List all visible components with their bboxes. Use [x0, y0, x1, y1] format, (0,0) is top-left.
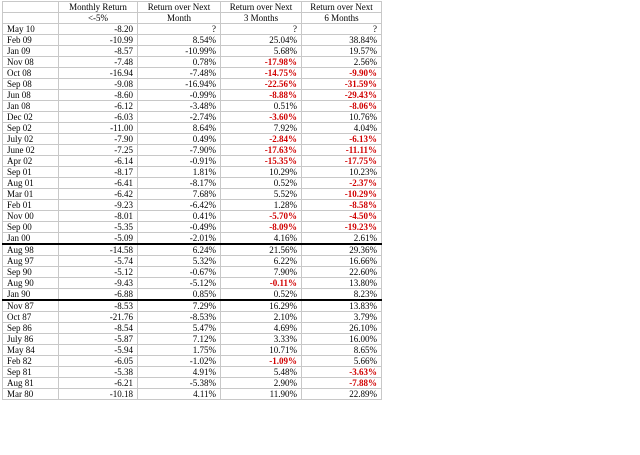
table-row	[3, 323, 382, 334]
next-3-months-return-cell: 11.90%	[221, 389, 302, 400]
table-row	[3, 156, 382, 167]
next-3-months-return-cell: -8.88%	[221, 90, 302, 101]
date-cell: Sep 90	[3, 267, 59, 278]
table-row	[3, 79, 382, 90]
monthly-return-cell: -21.76	[59, 312, 138, 323]
monthly-return-cell: -6.88	[59, 289, 138, 301]
date-cell: Nov 00	[3, 211, 59, 222]
date-cell: Mar 80	[3, 389, 59, 400]
returns-table	[2, 1, 382, 400]
date-cell: May 10	[3, 24, 59, 35]
next-6-months-return-cell: 8.23%	[302, 289, 382, 301]
date-cell: Jan 90	[3, 289, 59, 301]
next-month-return-cell: -5.12%	[138, 278, 221, 289]
date-cell: Jan 08	[3, 101, 59, 112]
next-3-months-return-cell: 4.69%	[221, 323, 302, 334]
next-month-return-cell: -7.90%	[138, 145, 221, 156]
next-3-months-return-cell: 7.92%	[221, 123, 302, 134]
next-month-return-cell: -3.48%	[138, 101, 221, 112]
table-row	[3, 68, 382, 79]
next-6-months-return-cell: 19.57%	[302, 46, 382, 57]
table-row	[3, 267, 382, 278]
table-row	[3, 300, 382, 312]
next-3-months-return-cell: ?	[221, 24, 302, 35]
table-row	[3, 145, 382, 156]
table-row	[3, 367, 382, 378]
table-row	[3, 289, 382, 301]
next-6-months-return-cell: 13.83%	[302, 300, 382, 312]
header-3-months-label: 3 Months	[221, 13, 302, 24]
next-6-months-return-cell: 4.04%	[302, 123, 382, 134]
next-6-months-return-cell: 5.66%	[302, 356, 382, 367]
next-6-months-return-cell: -9.90%	[302, 68, 382, 79]
header-row-1	[3, 2, 382, 13]
next-6-months-return-cell: -7.88%	[302, 378, 382, 389]
monthly-return-cell: -5.12	[59, 267, 138, 278]
monthly-return-cell: -6.42	[59, 189, 138, 200]
table-row	[3, 123, 382, 134]
next-3-months-return-cell: 5.52%	[221, 189, 302, 200]
next-6-months-return-cell: 38.84%	[302, 35, 382, 46]
date-cell: Sep 86	[3, 323, 59, 334]
monthly-return-cell: -8.60	[59, 90, 138, 101]
table-row	[3, 278, 382, 289]
monthly-return-cell: -7.25	[59, 145, 138, 156]
next-6-months-return-cell: -8.06%	[302, 101, 382, 112]
next-3-months-return-cell: 5.68%	[221, 46, 302, 57]
next-6-months-return-cell: -3.63%	[302, 367, 382, 378]
table-row	[3, 356, 382, 367]
monthly-return-cell: -5.38	[59, 367, 138, 378]
table-row	[3, 189, 382, 200]
table-row	[3, 46, 382, 57]
table-row	[3, 167, 382, 178]
next-3-months-return-cell: 6.22%	[221, 256, 302, 267]
next-6-months-return-cell: 22.60%	[302, 267, 382, 278]
next-3-months-return-cell: 21.56%	[221, 244, 302, 256]
monthly-return-cell: -6.21	[59, 378, 138, 389]
date-cell: Sep 01	[3, 167, 59, 178]
date-cell: Aug 90	[3, 278, 59, 289]
monthly-return-cell: -8.54	[59, 323, 138, 334]
date-cell: Oct 87	[3, 312, 59, 323]
next-month-return-cell: -0.67%	[138, 267, 221, 278]
next-month-return-cell: -8.17%	[138, 178, 221, 189]
monthly-return-cell: -6.12	[59, 101, 138, 112]
next-month-return-cell: 0.49%	[138, 134, 221, 145]
table-row	[3, 256, 382, 267]
next-3-months-return-cell: 1.28%	[221, 200, 302, 211]
table-row	[3, 244, 382, 256]
monthly-return-cell: -6.14	[59, 156, 138, 167]
next-6-months-return-cell: 8.65%	[302, 345, 382, 356]
header-date-cell	[3, 2, 59, 13]
next-3-months-return-cell: 3.33%	[221, 334, 302, 345]
table-row	[3, 90, 382, 101]
monthly-return-cell: -6.41	[59, 178, 138, 189]
next-3-months-return-cell: 10.71%	[221, 345, 302, 356]
next-month-return-cell: 0.85%	[138, 289, 221, 301]
date-cell: Jan 09	[3, 46, 59, 57]
next-6-months-return-cell: 10.23%	[302, 167, 382, 178]
next-month-return-cell: -5.38%	[138, 378, 221, 389]
next-3-months-return-cell: 4.16%	[221, 233, 302, 245]
next-3-months-return-cell: -5.70%	[221, 211, 302, 222]
next-month-return-cell: 8.64%	[138, 123, 221, 134]
next-6-months-return-cell: ?	[302, 24, 382, 35]
next-3-months-return-cell: -14.75%	[221, 68, 302, 79]
table-row	[3, 233, 382, 245]
date-cell: June 02	[3, 145, 59, 156]
next-6-months-return-cell: 29.36%	[302, 244, 382, 256]
next-6-months-return-cell: -31.59%	[302, 79, 382, 90]
next-month-return-cell: 4.11%	[138, 389, 221, 400]
date-cell: Apr 02	[3, 156, 59, 167]
date-cell: Feb 01	[3, 200, 59, 211]
monthly-return-cell: -9.08	[59, 79, 138, 90]
date-cell: Sep 08	[3, 79, 59, 90]
next-6-months-return-cell: -17.75%	[302, 156, 382, 167]
date-cell: Aug 98	[3, 244, 59, 256]
next-3-months-return-cell: -15.35%	[221, 156, 302, 167]
next-3-months-return-cell: 10.29%	[221, 167, 302, 178]
next-month-return-cell: 8.54%	[138, 35, 221, 46]
date-cell: Dec 02	[3, 112, 59, 123]
header-date-cell-2	[3, 13, 59, 24]
header-next-month: Return over Next	[138, 2, 221, 13]
next-3-months-return-cell: -1.09%	[221, 356, 302, 367]
table-row	[3, 200, 382, 211]
header-next-3-months: Return over Next	[221, 2, 302, 13]
monthly-return-cell: -5.87	[59, 334, 138, 345]
monthly-return-cell: -5.74	[59, 256, 138, 267]
header-monthly-return: Monthly Return	[59, 2, 138, 13]
monthly-return-cell: -11.00	[59, 123, 138, 134]
next-month-return-cell: -16.94%	[138, 79, 221, 90]
next-month-return-cell: 5.32%	[138, 256, 221, 267]
next-month-return-cell: -0.91%	[138, 156, 221, 167]
monthly-return-cell: -9.23	[59, 200, 138, 211]
monthly-return-cell: -10.99	[59, 35, 138, 46]
date-cell: Feb 82	[3, 356, 59, 367]
next-3-months-return-cell: -2.84%	[221, 134, 302, 145]
next-3-months-return-cell: 2.90%	[221, 378, 302, 389]
next-3-months-return-cell: 25.04%	[221, 35, 302, 46]
next-3-months-return-cell: 2.10%	[221, 312, 302, 323]
date-cell: Sep 02	[3, 123, 59, 134]
table-row	[3, 35, 382, 46]
next-6-months-return-cell: 10.76%	[302, 112, 382, 123]
table-row	[3, 389, 382, 400]
date-cell: Sep 81	[3, 367, 59, 378]
next-month-return-cell: -10.99%	[138, 46, 221, 57]
date-cell: Nov 08	[3, 57, 59, 68]
next-6-months-return-cell: 2.61%	[302, 233, 382, 245]
date-cell: Jun 08	[3, 90, 59, 101]
next-3-months-return-cell: -0.11%	[221, 278, 302, 289]
date-cell: May 84	[3, 345, 59, 356]
next-month-return-cell: 4.91%	[138, 367, 221, 378]
date-cell: Aug 97	[3, 256, 59, 267]
table-row	[3, 57, 382, 68]
table-row	[3, 334, 382, 345]
next-6-months-return-cell: 2.56%	[302, 57, 382, 68]
next-month-return-cell: -0.99%	[138, 90, 221, 101]
next-3-months-return-cell: 0.52%	[221, 289, 302, 301]
next-3-months-return-cell: -3.60%	[221, 112, 302, 123]
date-cell: Aug 01	[3, 178, 59, 189]
next-6-months-return-cell: 13.80%	[302, 278, 382, 289]
header-6-months-label: 6 Months	[302, 13, 382, 24]
monthly-return-cell: -6.03	[59, 112, 138, 123]
table-row	[3, 222, 382, 233]
next-month-return-cell: 5.47%	[138, 323, 221, 334]
next-month-return-cell: 0.41%	[138, 211, 221, 222]
next-month-return-cell: 1.75%	[138, 345, 221, 356]
date-cell: Jan 00	[3, 233, 59, 245]
monthly-return-cell: -8.17	[59, 167, 138, 178]
next-month-return-cell: -2.74%	[138, 112, 221, 123]
next-6-months-return-cell: 16.66%	[302, 256, 382, 267]
monthly-return-cell: -9.43	[59, 278, 138, 289]
next-month-return-cell: 6.24%	[138, 244, 221, 256]
monthly-return-cell: -8.57	[59, 46, 138, 57]
next-3-months-return-cell: -8.09%	[221, 222, 302, 233]
monthly-return-cell: -8.01	[59, 211, 138, 222]
date-cell: July 02	[3, 134, 59, 145]
next-month-return-cell: -1.02%	[138, 356, 221, 367]
next-6-months-return-cell: -6.13%	[302, 134, 382, 145]
monthly-return-cell: -5.09	[59, 233, 138, 245]
header-row-2	[3, 13, 382, 24]
date-cell: Aug 81	[3, 378, 59, 389]
date-cell: Nov 87	[3, 300, 59, 312]
next-6-months-return-cell: -11.11%	[302, 145, 382, 156]
header-month-label: Month	[138, 13, 221, 24]
table-row	[3, 101, 382, 112]
next-3-months-return-cell: -22.56%	[221, 79, 302, 90]
monthly-return-cell: -6.05	[59, 356, 138, 367]
header-next-6-months: Return over Next	[302, 2, 382, 13]
next-6-months-return-cell: -4.50%	[302, 211, 382, 222]
table-row	[3, 211, 382, 222]
monthly-return-cell: -7.48	[59, 57, 138, 68]
header-monthly-threshold: <-5%	[59, 13, 138, 24]
next-6-months-return-cell: -19.23%	[302, 222, 382, 233]
monthly-return-cell: -7.90	[59, 134, 138, 145]
date-cell: Feb 09	[3, 35, 59, 46]
monthly-return-cell: -16.94	[59, 68, 138, 79]
monthly-return-cell: -8.20	[59, 24, 138, 35]
monthly-return-cell: -14.58	[59, 244, 138, 256]
next-month-return-cell: 0.78%	[138, 57, 221, 68]
monthly-return-cell: -8.53	[59, 300, 138, 312]
date-cell: Mar 01	[3, 189, 59, 200]
next-month-return-cell: -2.01%	[138, 233, 221, 245]
next-3-months-return-cell: 0.52%	[221, 178, 302, 189]
table-row	[3, 112, 382, 123]
table-row	[3, 178, 382, 189]
next-3-months-return-cell: 5.48%	[221, 367, 302, 378]
next-month-return-cell: -7.48%	[138, 68, 221, 79]
monthly-return-cell: -10.18	[59, 389, 138, 400]
monthly-return-cell: -5.94	[59, 345, 138, 356]
next-6-months-return-cell: 16.00%	[302, 334, 382, 345]
table-row	[3, 378, 382, 389]
date-cell: July 86	[3, 334, 59, 345]
next-6-months-return-cell: 22.89%	[302, 389, 382, 400]
next-6-months-return-cell: -29.43%	[302, 90, 382, 101]
next-6-months-return-cell: -2.37%	[302, 178, 382, 189]
table-row	[3, 134, 382, 145]
next-month-return-cell: 7.29%	[138, 300, 221, 312]
next-6-months-return-cell: 26.10%	[302, 323, 382, 334]
next-month-return-cell: -8.53%	[138, 312, 221, 323]
next-month-return-cell: -0.49%	[138, 222, 221, 233]
next-6-months-return-cell: -8.58%	[302, 200, 382, 211]
table-row	[3, 312, 382, 323]
next-6-months-return-cell: 3.79%	[302, 312, 382, 323]
next-3-months-return-cell: -17.63%	[221, 145, 302, 156]
next-3-months-return-cell: 16.29%	[221, 300, 302, 312]
date-cell: Oct 08	[3, 68, 59, 79]
next-3-months-return-cell: 7.90%	[221, 267, 302, 278]
next-6-months-return-cell: -10.29%	[302, 189, 382, 200]
next-month-return-cell: ?	[138, 24, 221, 35]
table-row	[3, 345, 382, 356]
next-3-months-return-cell: -17.98%	[221, 57, 302, 68]
date-cell: Sep 00	[3, 222, 59, 233]
next-3-months-return-cell: 0.51%	[221, 101, 302, 112]
next-month-return-cell: 7.12%	[138, 334, 221, 345]
next-month-return-cell: 7.68%	[138, 189, 221, 200]
next-month-return-cell: 1.81%	[138, 167, 221, 178]
table-row	[3, 24, 382, 35]
next-month-return-cell: -6.42%	[138, 200, 221, 211]
monthly-return-cell: -5.35	[59, 222, 138, 233]
